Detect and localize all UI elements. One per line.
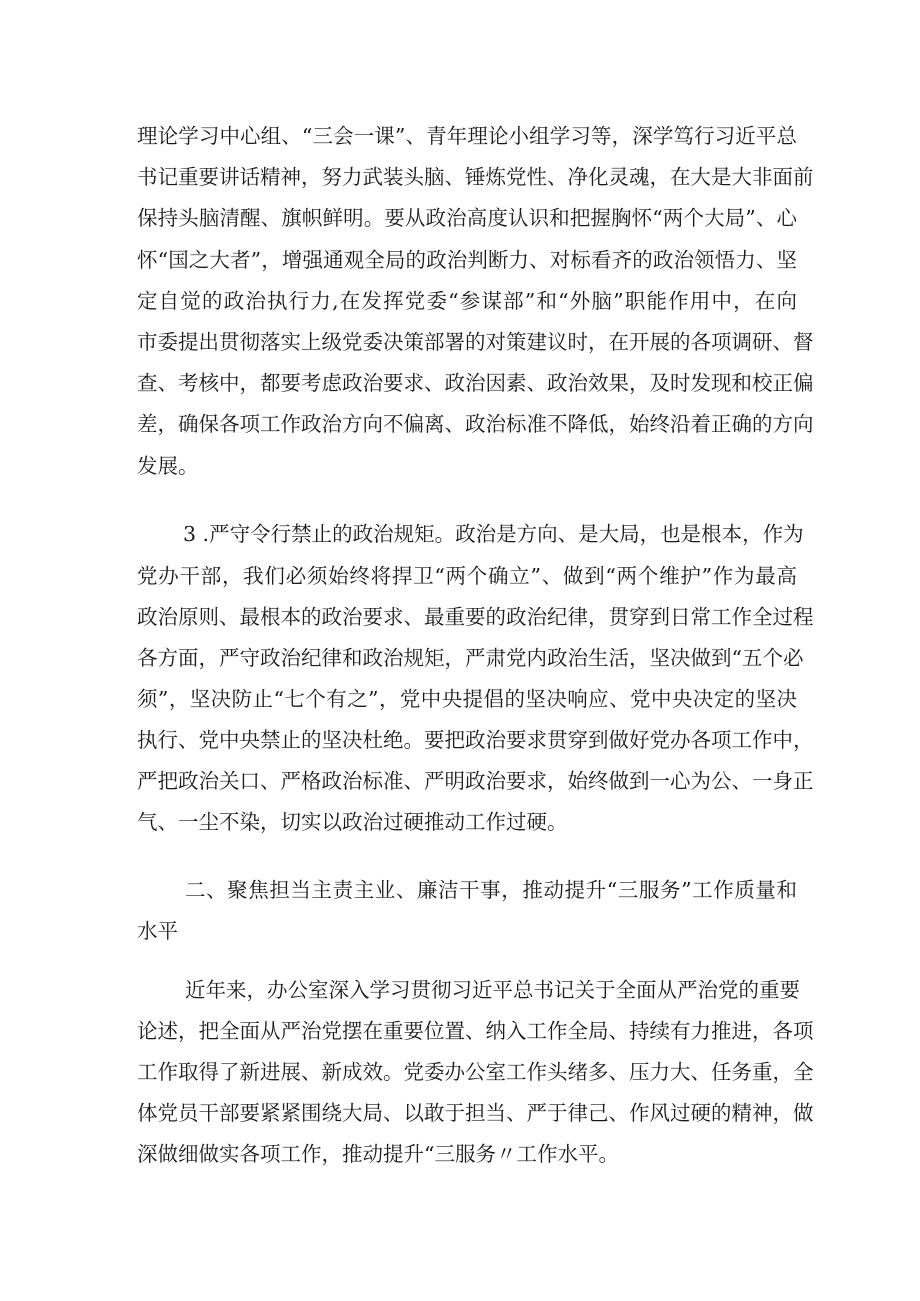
text-line: 体党员干部要紧紧围绕大局、以敢于担当、严于律己、作风过硬的精神，做 [137,1101,814,1125]
text-line: 严把政治关口、严格政治标准、严明政治要求，始终做到一心为公、一身正 [137,769,814,793]
text-line: 水平 [137,919,178,943]
text-line: 怀“国之大者”，增强通观全局的政治判断力、对标看齐的政治领悟力、坚 [137,248,797,272]
text-line: 近年来，办公室深入学习贯彻习近平总书记关于全面从严治党的重要 [185,978,800,1002]
text-line: 3 .严守令行禁止的政治规矩。政治是方向、是大局，也是根本，作为 [183,522,804,546]
text-line: 二、聚焦担当主责主业、廉洁干事，推动提升“三服务”工作质量和 [185,878,797,902]
text-line: 书记重要讲话精神，努力武装头脑、锤炼党性、净化灵魂，在大是大非面前 [137,165,814,189]
text-line: 差，确保各项工作政治方向不偏离、政治标准不降低，始终沿着正确的方向 [137,412,814,436]
text-line: 工作取得了新进展、新成效。党委办公室工作头绪多、压力大、任务重，全 [137,1060,814,1084]
text-line: 各方面，严守政治纪律和政治规矩，严肃党内政治生活，坚决做到“五个必 [137,646,804,670]
text-line: 执行、党中央禁止的坚决杜绝。要把政治要求贯穿到做好党办各项工作中， [137,728,814,752]
text-line: 查、考核中，都要考虑政治要求、政治因素、政治效果，及时发现和校正偏 [137,371,814,395]
text-line: 理论学习中心组、“三会一课”、青年理论小组学习等，深学笃行习近平总 [137,124,797,148]
text-line: 党办干部，我们必须始终将捍卫“两个确立”、做到“两个维护”作为最高 [137,564,797,588]
text-line: 须”，坚决防止“七个有之”，党中央提倡的坚决响应、党中央决定的坚决 [137,687,797,711]
text-line: 保持头脑清醒、旗帜鲜明。要从政治高度认识和把握胸怀“两个大局”、心 [137,206,797,230]
text-line: 政治原则、最根本的政治要求、最重要的政治纪律，贯穿到日常工作全过程 [137,605,814,629]
text-line: 论述，把全面从严治党摆在重要位置、纳入工作全局、持续有力推进，各项 [137,1019,814,1043]
text-line: 市委提出贯彻落实上级党委决策部署的对策建议时，在开展的各项调研、督 [137,330,814,354]
text-line: 发展。 [137,454,199,478]
text-line: 定自觉的政治执行力,在发挥党委“参谋部”和“外脑”职能作用中，在向 [137,289,797,313]
text-line: 气、一尘不染，切实以政治过硬推动工作过硬。 [137,810,568,834]
text-line: 深做细做实各项工作，推动提升“三服务〃工作水平。 [137,1142,619,1166]
